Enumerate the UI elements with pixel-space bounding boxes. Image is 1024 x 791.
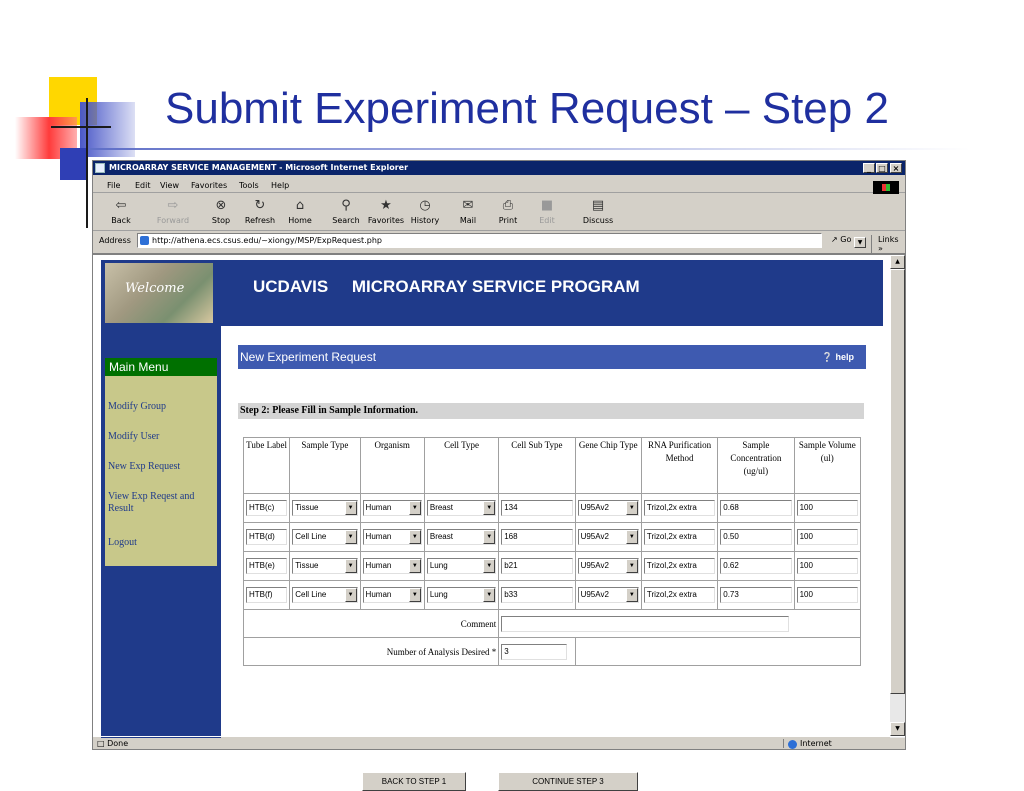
sample-type-select[interactable]: Cell Line ▼ [292, 587, 357, 603]
toolbar [93, 194, 905, 231]
volume-input[interactable]: 100 [797, 529, 858, 545]
analysis-label: Number of Analysis Desired * [244, 638, 499, 666]
chevron-down-icon: ▼ [345, 559, 357, 573]
rna-method-input[interactable]: Trizol,2x extra [644, 500, 715, 516]
organism-select[interactable]: Human ▼ [363, 500, 422, 516]
close-button[interactable]: × [890, 163, 902, 173]
ie-app-icon [95, 163, 105, 173]
security-zone: Internet [783, 739, 832, 748]
analysis-count-input[interactable]: 3 [501, 644, 567, 660]
go-arrow-icon: ↗ [831, 235, 838, 244]
window-titlebar [93, 161, 905, 175]
cell-type-select[interactable]: Breast ▼ [427, 529, 496, 545]
forward-button[interactable]: ⇨ Forward [153, 196, 193, 225]
discuss-icon: ▤ [591, 198, 605, 213]
sidebar [101, 326, 221, 738]
chevron-down-icon: ▼ [409, 559, 421, 573]
scroll-up-icon[interactable]: ▲ [890, 255, 905, 269]
refresh-button[interactable]: ↻ Refresh [244, 198, 276, 225]
rna-method-input[interactable]: Trizol,2x extra [644, 587, 715, 603]
chevron-down-icon: ▼ [409, 501, 421, 515]
search-button[interactable]: ⚲ Search [329, 196, 363, 225]
continue-step3-button[interactable]: CONTINUE STEP 3 [498, 772, 638, 791]
tube-label-input[interactable]: HTB(d) [246, 529, 287, 545]
deco-blue-small [60, 148, 86, 180]
rna-method-input[interactable]: Trizol,2x extra [644, 529, 715, 545]
chevron-down-icon: ▼ [626, 588, 638, 602]
site-header [101, 260, 883, 326]
menu-bar [93, 177, 905, 193]
cell-sub-type-input[interactable]: b33 [501, 587, 572, 603]
tube-label-input[interactable]: HTB(c) [246, 500, 287, 516]
header-organism: Organism [360, 438, 424, 494]
table-row [244, 581, 861, 610]
chevron-down-icon: ▼ [345, 501, 357, 515]
header-volume: Sample Volume (ul) [794, 438, 860, 494]
stop-button[interactable]: ⊗ Stop [207, 196, 235, 225]
welcome-logo: Welcome [105, 263, 213, 323]
header-concentration: Sample Concentration (ug/ul) [718, 438, 794, 494]
menu-tools[interactable]: Tools [239, 181, 259, 190]
window-title: MICROARRAY SERVICE MANAGEMENT - Microsoft Internet Explorer [109, 163, 409, 172]
print-button[interactable]: ⎙ Print [495, 196, 521, 225]
help-link[interactable]: ❔ help [821, 352, 854, 362]
header-rna-method: RNA Purification Method [641, 438, 717, 494]
edit-icon: ■ [540, 198, 554, 213]
history-button[interactable]: ◷ History [410, 198, 440, 225]
cell-type-select[interactable]: Breast ▼ [427, 500, 496, 516]
concentration-input[interactable]: 0.73 [720, 587, 791, 603]
table-row [244, 523, 861, 552]
volume-input[interactable]: 100 [797, 558, 858, 574]
chevron-down-icon: ▼ [345, 588, 357, 602]
menu-new-exp-request[interactable]: New Exp Request [108, 461, 181, 472]
analysis-row [244, 638, 861, 666]
organism-select[interactable]: Human ▼ [363, 587, 422, 603]
menu-edit[interactable]: Edit [135, 181, 151, 190]
organism-select[interactable]: Human ▼ [363, 558, 422, 574]
organism-select[interactable]: Human ▼ [363, 529, 422, 545]
links-button[interactable]: Links » [871, 235, 905, 253]
tube-label-input[interactable]: HTB(e) [246, 558, 287, 574]
chevron-down-icon: ▼ [409, 530, 421, 544]
favorites-icon: ★ [380, 198, 392, 213]
internet-globe-icon [788, 740, 797, 749]
page-icon [140, 236, 149, 245]
address-dropdown-button[interactable]: ▼ [854, 237, 866, 248]
chevron-down-icon: ▼ [483, 588, 495, 602]
status-text: □ Done [97, 739, 129, 748]
cell-sub-type-input[interactable]: 134 [501, 500, 572, 516]
header-sample-type: Sample Type [290, 438, 360, 494]
sample-table [243, 437, 861, 666]
minimize-button[interactable]: _ [863, 163, 875, 173]
home-icon: ⌂ [295, 198, 305, 213]
deco-title-underline [90, 148, 970, 150]
menu-modify-user[interactable]: Modify User [108, 431, 160, 442]
gene-chip-select[interactable]: U95Av2 ▼ [578, 587, 639, 603]
home-button[interactable]: ⌂ Home [285, 196, 315, 225]
page-done-icon: □ [97, 739, 105, 748]
scroll-thumb[interactable] [890, 269, 905, 694]
header-cell-sub-type: Cell Sub Type [499, 438, 575, 494]
browser-window [92, 160, 906, 786]
cell-sub-type-input[interactable]: 168 [501, 529, 572, 545]
chevron-down-icon: ▼ [483, 559, 495, 573]
step-label: Step 2: Please Fill in Sample Information. [238, 403, 864, 419]
gene-chip-select[interactable]: U95Av2 ▼ [578, 529, 639, 545]
menu-file[interactable]: File [107, 181, 121, 190]
sample-type-select[interactable]: Tissue ▼ [292, 558, 357, 574]
forward-arrow-icon: ⇨ [167, 198, 179, 213]
cell-type-select[interactable]: Lung ▼ [427, 587, 496, 603]
site-title-right: MICROARRAY SERVICE PROGRAM [351, 277, 640, 296]
scroll-down-icon[interactable]: ▼ [890, 722, 905, 736]
header-cell-type: Cell Type [424, 438, 498, 494]
back-to-step1-button[interactable]: BACK TO STEP 1 [362, 772, 466, 791]
cell-type-select[interactable]: Lung ▼ [427, 558, 496, 574]
deco-vertical-line [86, 98, 88, 228]
cell-sub-type-input[interactable]: b21 [501, 558, 572, 574]
refresh-icon: ↻ [254, 198, 266, 213]
history-icon: ◷ [419, 198, 431, 213]
back-arrow-icon: ⇦ [115, 198, 127, 213]
gene-chip-select[interactable]: U95Av2 ▼ [578, 558, 639, 574]
gene-chip-select[interactable]: U95Av2 ▼ [578, 500, 639, 516]
menu-logout[interactable]: Logout [108, 537, 137, 548]
section-title: New Experiment Request [240, 350, 377, 364]
address-bar [93, 232, 905, 253]
chevron-down-icon: ▼ [483, 530, 495, 544]
concentration-input[interactable]: 0.62 [720, 558, 791, 574]
chevron-down-icon: ▼ [626, 501, 638, 515]
search-icon: ⚲ [341, 198, 351, 213]
section-title-bar [238, 345, 866, 369]
menu-help[interactable]: Help [271, 181, 290, 190]
menu-modify-group[interactable]: Modify Group [108, 401, 167, 412]
chevron-down-icon: ▼ [626, 559, 638, 573]
go-button[interactable]: ↗ Go [831, 235, 852, 244]
chevron-down-icon: ▼ [626, 530, 638, 544]
concentration-input[interactable]: 0.68 [720, 500, 791, 516]
favorites-button[interactable]: ★ Favorites [367, 198, 405, 225]
comment-label: Comment [244, 610, 499, 638]
chevron-down-icon: ▼ [345, 530, 357, 544]
site-title [253, 277, 640, 297]
sample-type-select[interactable]: Tissue ▼ [292, 500, 357, 516]
windows-logo-icon [873, 181, 899, 194]
menu-view-exp-request[interactable]: View Exp Reqest and Result [108, 491, 195, 514]
menu-view[interactable]: View [160, 181, 179, 190]
edit-button[interactable]: ■ Edit [535, 196, 559, 225]
table-row [244, 494, 861, 523]
header-gene-chip-type: Gene Chip Type [575, 438, 641, 494]
back-button[interactable]: ⇦ Back [105, 196, 137, 225]
address-url: http://athena.ecs.csus.edu/~xiongy/MSP/ExpRequest.php [152, 236, 382, 245]
slide-title: Submit Experiment Request – Step 2 [165, 84, 889, 133]
header-tube-label: Tube Label [244, 438, 290, 494]
maximize-button[interactable]: □ [876, 163, 888, 173]
comment-row [244, 610, 861, 638]
menu-favorites[interactable]: Favorites [191, 181, 228, 190]
mail-icon: ✉ [462, 198, 474, 213]
chevron-down-icon: ▼ [483, 501, 495, 515]
address-label: Address [99, 236, 131, 245]
discuss-button[interactable]: ▤ Discuss [582, 198, 614, 225]
concentration-input[interactable]: 0.50 [720, 529, 791, 545]
status-bar [93, 736, 905, 750]
tube-label-input[interactable]: HTB(f) [246, 587, 287, 603]
table-header-row [244, 438, 861, 494]
stop-icon: ⊗ [215, 198, 227, 213]
print-icon: ⎙ [502, 198, 514, 213]
chevron-down-icon: ▼ [409, 588, 421, 602]
volume-input[interactable]: 100 [797, 587, 858, 603]
mail-button[interactable]: ✉ Mail [455, 196, 481, 225]
rna-method-input[interactable]: Trizol,2x extra [644, 558, 715, 574]
main-menu-heading: Main Menu [105, 358, 217, 376]
help-icon: ❔ [821, 352, 833, 362]
comment-input[interactable] [501, 616, 789, 632]
vertical-scrollbar[interactable] [890, 255, 905, 738]
site-title-left: UCDAVIS [253, 277, 329, 296]
deco-horizontal-line [51, 126, 111, 128]
main-menu [105, 376, 217, 566]
table-row [244, 552, 861, 581]
sample-type-select[interactable]: Cell Line ▼ [292, 529, 357, 545]
volume-input[interactable]: 100 [797, 500, 858, 516]
